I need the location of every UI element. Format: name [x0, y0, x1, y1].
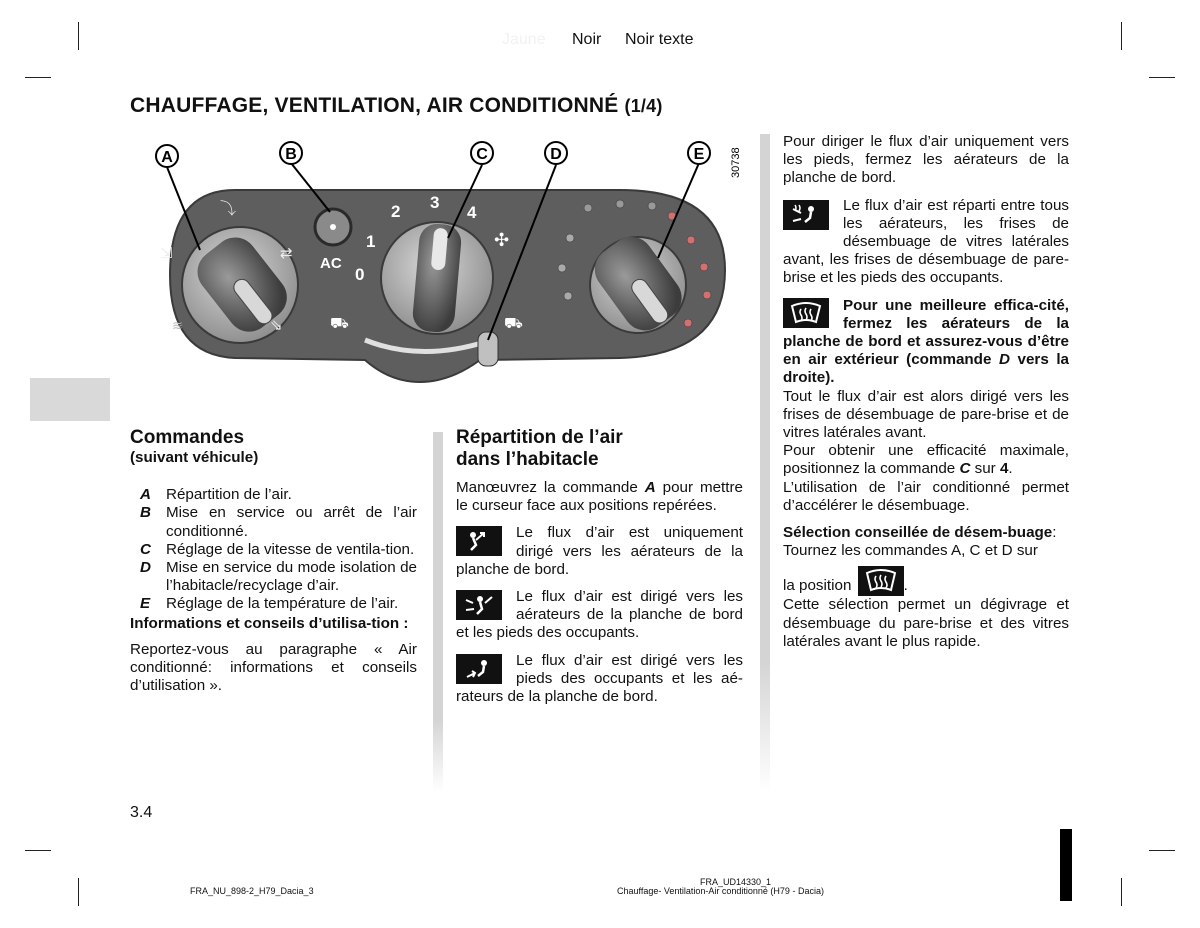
list-item: Le flux d’air est réparti entre tous les aérateurs, les frises de désembuage de vitres latérales avant, les frises de désembuage de pare-brise et les pieds des occupants. — [783, 196, 1069, 287]
legend-item: D Mise en service du mode isolation de l’habitacle/recyclage d’air. — [140, 559, 417, 595]
paragraph: Pour diriger le flux d’air uniquement vers les pieds, fermez les aérateurs de la planche de bord. — [783, 133, 1069, 187]
footer-right-line2: Chauffage- Ventilation-Air conditionné (H79 - Dacia) — [617, 886, 824, 896]
column-2 — [456, 427, 743, 706]
list-item: Le flux d’air est dirigé vers les pieds des occupants et les aé-rateurs de la planche de bord. — [456, 651, 743, 706]
paragraph: Cette sélection permet un dégivrage et désembuage du pare-brise et des vitres latérales avant le plus rapide. — [783, 596, 1069, 650]
list-item: Le flux d’air est dirigé vers les aérateurs de la planche de bord et les pieds des occupants. — [456, 588, 743, 642]
paragraph: Tournez les commandes A, C et D sur — [783, 542, 1038, 560]
feet-vent-icon — [456, 654, 502, 684]
page-title — [130, 94, 663, 118]
svg-text:A: A — [161, 149, 173, 166]
header-color-noir: Noir — [572, 31, 602, 48]
footer-right-line1: FRA_UD14330_1 — [700, 877, 772, 887]
defrost-mix-mark-icon: ⇲ — [160, 244, 173, 262]
legend-item: E Réglage de la température de l’air. — [140, 595, 399, 613]
paragraph: Pour obtenir une efficacité maximale, positionnez la commande C sur 4. — [783, 442, 1069, 478]
face-vent-icon — [456, 526, 502, 556]
dial-c[interactable] — [381, 222, 493, 334]
commandes-subheading: (suivant véhicule) — [130, 449, 259, 466]
footer-left: FRA_NU_898-2_H79_Dacia_3 — [190, 886, 314, 896]
crop-mark — [1149, 850, 1175, 851]
feet-mark-icon: ⇘ — [270, 316, 283, 334]
crop-mark — [1149, 77, 1175, 78]
defrost-mark-icon: ≋ — [172, 319, 183, 334]
svg-text:E: E — [693, 146, 705, 163]
paragraph: L’utilisation de l’air conditionné permet d’accélérer le désembuage. — [783, 478, 1069, 514]
fan-icon: ✣ — [494, 230, 510, 251]
controls-legend — [130, 486, 417, 613]
speed-label-0: 0 — [355, 265, 365, 284]
repartition-heading-1: Répartition de l’air — [456, 427, 623, 448]
repartition-intro: Manœuvrez la commande A pour mettre le curseur face aux positions repérées. — [456, 479, 743, 515]
crop-mark — [1121, 878, 1122, 906]
crop-mark — [25, 850, 51, 851]
crop-mark — [25, 77, 51, 78]
crop-mark — [1121, 22, 1122, 50]
callout-c — [471, 142, 493, 164]
ac-label: AC — [320, 255, 342, 272]
callout-d — [545, 142, 567, 164]
chapter-tab — [30, 378, 110, 421]
all-vents-icon — [783, 200, 829, 230]
header-color-jaune: Jaune — [502, 31, 546, 48]
speed-label-2: 2 — [391, 202, 401, 221]
callout-b — [280, 142, 302, 164]
svg-text:C: C — [476, 146, 488, 163]
speed-label-3: 3 — [430, 193, 440, 212]
repartition-heading-2: dans l’habitacle — [456, 449, 599, 470]
list-item: Pour une meilleure effica-cité, fermez les aérateurs de la planche de bord et assurez-vous d’être en air extérieur (commande D vers la droite). — [783, 296, 1069, 387]
callout-a — [156, 145, 178, 167]
ac-button[interactable] — [315, 209, 351, 245]
callout-e — [688, 142, 710, 164]
climate-panel-figure — [150, 130, 750, 392]
figure-reference: 30738 — [730, 147, 742, 178]
crop-mark — [78, 22, 79, 50]
speed-label-4: 4 — [467, 203, 477, 222]
column-1 — [130, 427, 417, 695]
column-separator — [760, 134, 770, 792]
svg-text:B: B — [285, 146, 297, 163]
page-title-main: CHAUFFAGE, VENTILATION, AIR CONDITIONNÉ — [130, 94, 619, 117]
car-recirc-icon: ⛟ — [504, 314, 523, 332]
face-feet-mark-icon: ⇄ — [280, 244, 293, 262]
face-feet-vent-icon — [456, 590, 502, 620]
selection-heading: Sélection conseillée de désem-buage: — [783, 524, 1057, 542]
crop-mark — [78, 878, 79, 906]
column-3 — [783, 133, 1069, 651]
paragraph: Tout le flux d’air est alors dirigé vers les frises de désembuage de pare-brise et de vitres latérales avant. — [783, 387, 1069, 442]
commandes-heading: Commandes — [130, 427, 245, 448]
info-heading: Informations et conseils d’utilisa-tion : — [130, 614, 409, 632]
recirc-lever-d[interactable] — [478, 332, 498, 366]
list-item: Le flux d’air est uniquement dirigé vers les aérateurs de la planche de bord. — [456, 524, 743, 578]
windscreen-defrost-icon — [783, 298, 829, 328]
page-number: 3.4 — [130, 804, 153, 821]
legend-item: A Répartition de l’air. — [140, 486, 292, 504]
face-vent-mark-icon: ⤵ — [220, 199, 237, 218]
paragraph: la position . — [783, 566, 1069, 596]
svg-text:D: D — [550, 146, 562, 163]
windscreen-defrost-icon — [858, 566, 904, 596]
legend-item: B Mise en service ou arrêt de l’air conditionné. — [140, 504, 417, 540]
legend-item: C Réglage de la vitesse de ventila-tion. — [140, 540, 415, 558]
speed-label-1: 1 — [366, 232, 376, 251]
header-color-noir-texte: Noir texte — [625, 31, 694, 48]
thumb-index-bar — [1060, 829, 1072, 901]
page-title-part: (1/4) — [624, 96, 663, 116]
info-text: Reportez-vous au paragraphe « Air conditionné: informations et conseils d’utilisation ». — [130, 640, 417, 695]
column-separator — [433, 432, 443, 792]
car-outside-air-icon: ⛟ — [330, 314, 349, 332]
